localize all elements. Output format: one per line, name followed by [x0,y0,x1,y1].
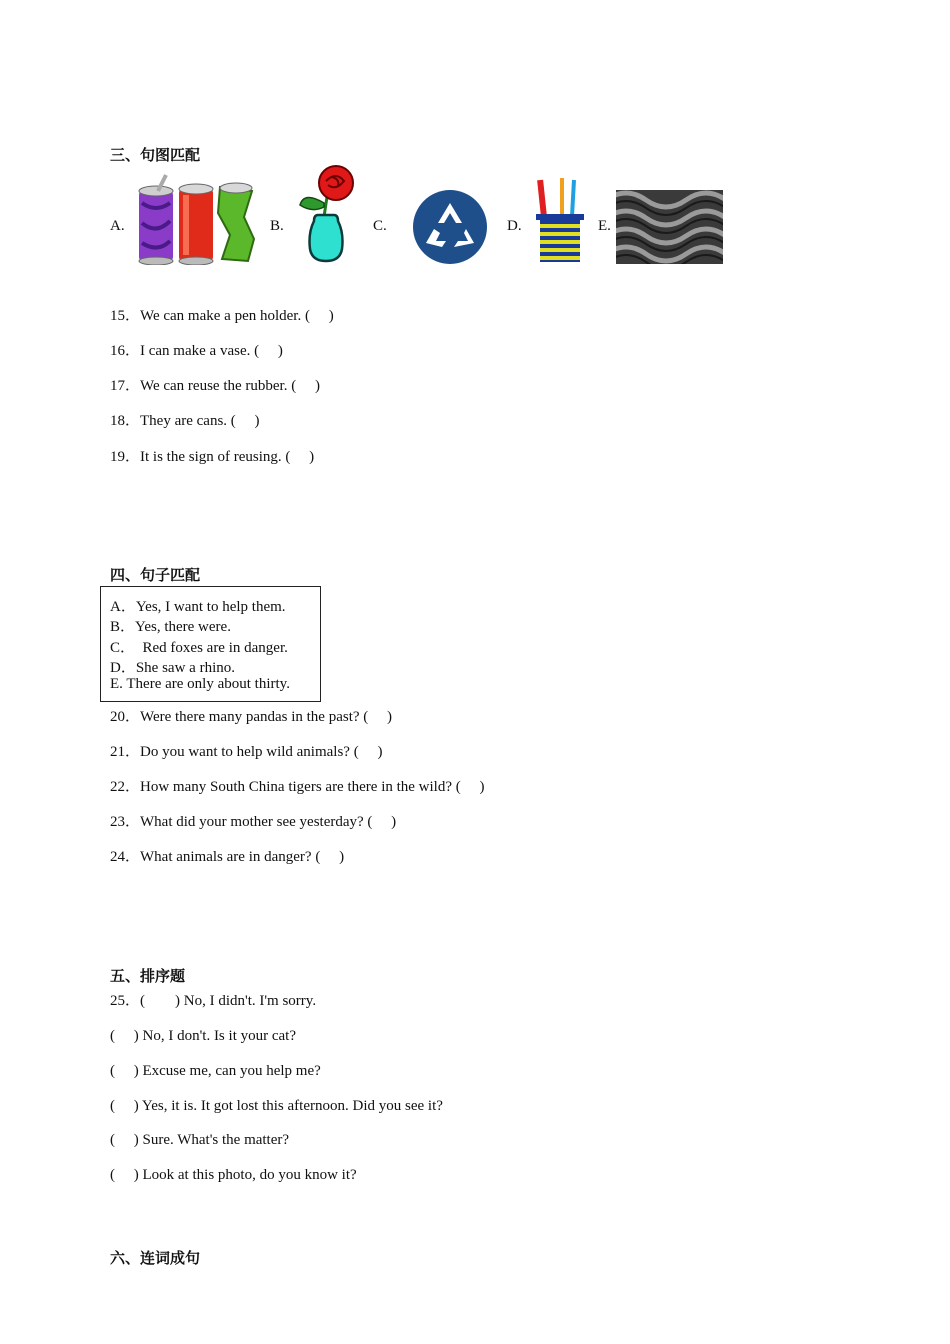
ordering-item: ( ) Sure. What's the matter? [110,1132,290,1148]
question-17: 17．We can reuse the rubber. ( ) [110,378,320,394]
cans-image [136,173,258,265]
ordering-item: ( ) No, I don't. Is it your cat? [110,1028,296,1044]
section-4-heading: 四、句子匹配 [110,566,201,584]
green-crushed-can [218,183,254,261]
question-22: 22．How many South China tigers are there in the wild? ( ) [110,779,485,795]
option-c: C． Red foxes are in danger. [110,640,288,656]
recycle-icon [412,189,488,265]
picture-label-b: B. [270,218,284,234]
section-3-heading: 三、句图匹配 [110,146,201,164]
question-24: 24．What animals are in danger? ( ) [110,849,345,865]
picture-label-a: A. [110,218,125,234]
picture-label-c: C. [373,218,387,234]
option-b: B．Yes, there were. [110,619,231,635]
option-d: D．She saw a rhino. [110,660,235,676]
rose-vase-image [294,163,360,265]
picture-label-e: E. [598,218,611,234]
picture-label-d: D. [507,218,522,234]
section-5-heading: 五、排序题 [110,967,186,985]
option-e: E. There are only about thirty. [110,676,290,692]
tires-image [616,190,723,264]
option-a: A．Yes, I want to help them. [110,599,286,615]
question-16: 16．I can make a vase. ( ) [110,343,283,359]
purple-can [139,175,173,265]
ordering-item: ( ) Look at this photo, do you know it? [110,1167,357,1183]
question-19: 19．It is the sign of reusing. ( ) [110,449,315,465]
ordering-item: ( ) Excuse me, can you help me? [110,1063,321,1079]
question-23: 23．What did your mother see yesterday? ( ) [110,814,397,830]
question-20: 20．Were there many pandas in the past? ( ) [110,709,393,725]
ordering-item-25: 25．( ) No, I didn't. I'm sorry. [110,993,317,1009]
red-can [179,184,213,265]
pen-holder-image [534,176,586,266]
question-18: 18．They are cans. ( ) [110,413,260,429]
section-6-heading: 六、连词成句 [110,1249,201,1267]
answer-options-box [100,586,321,702]
ordering-item: ( ) Yes, it is. It got lost this afternoon. Did you see it? [110,1098,443,1114]
question-21: 21．Do you want to help wild animals? ( ) [110,744,383,760]
question-15: 15．We can make a pen holder. ( ) [110,308,334,324]
